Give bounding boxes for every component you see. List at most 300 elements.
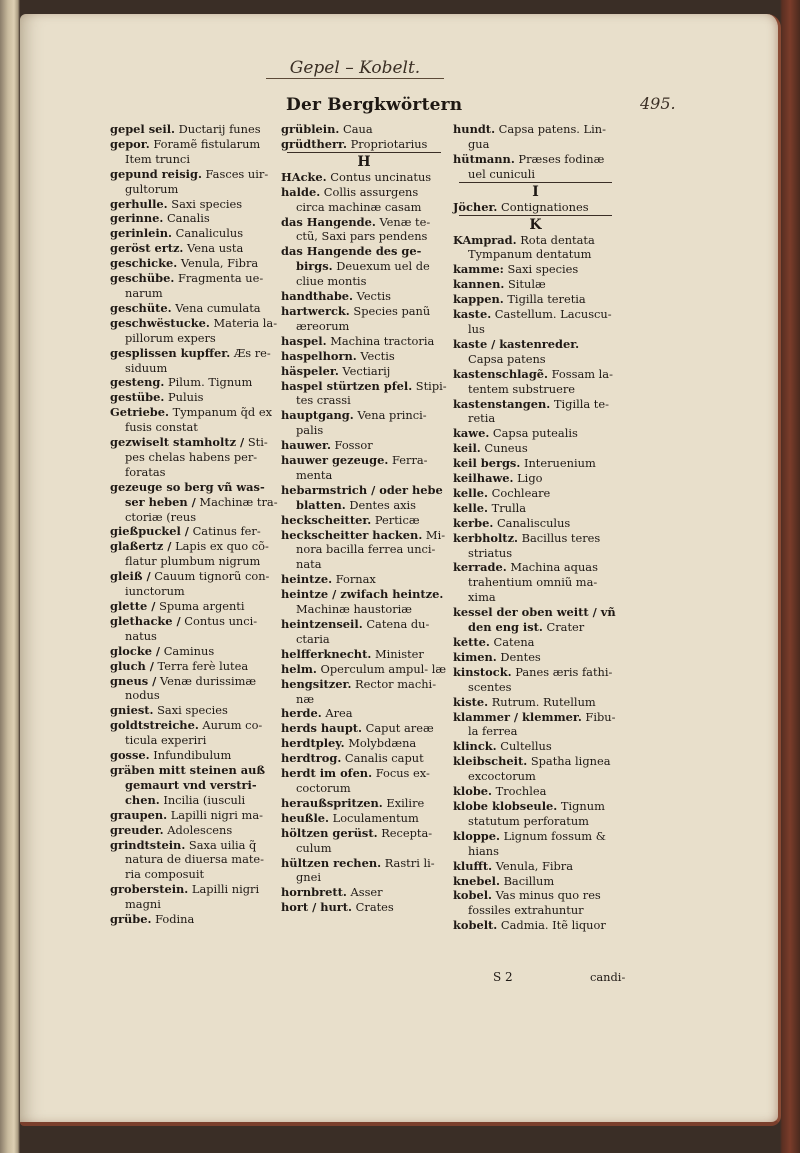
entry-term: kerrade. <box>453 560 507 575</box>
entry-definition: Crater <box>546 620 585 635</box>
glossary-entry <box>110 882 278 912</box>
glossary-entry <box>453 635 618 650</box>
entry-definition: Focus ex- coctorum <box>296 766 430 795</box>
entry-term: gepund reisig. <box>110 166 202 181</box>
entry-term: hauptgang. <box>281 408 354 423</box>
entry-term: kobelt. <box>453 918 498 933</box>
glossary-entry <box>110 659 278 674</box>
glossary-entry <box>281 170 447 185</box>
entry-term: kamme: <box>453 262 504 277</box>
glossary-entry <box>453 367 618 397</box>
entry-term: hauwer. <box>281 438 331 453</box>
catchword: candi- <box>590 970 626 984</box>
glossary-entry <box>281 900 447 915</box>
entry-definition: Canaliculus <box>175 226 244 241</box>
entry-term: hundt. <box>453 122 496 136</box>
entry-definition: Cauum tignorũ con- iunctorum <box>125 569 270 599</box>
entry-term: klammer / klemmer. <box>453 709 582 724</box>
glossary-entry <box>281 185 447 215</box>
section-letter: K <box>529 216 542 233</box>
entry-term: heckscheitter hacken. <box>281 527 423 542</box>
entry-definition: Vena usta <box>187 241 244 256</box>
glossary-entry <box>281 122 447 137</box>
entry-term: klinck. <box>453 739 497 754</box>
entry-definition: Terra ferè lutea <box>157 658 249 673</box>
entry-definition: Bacillus teres striatus <box>468 530 601 560</box>
entry-term: knebel. <box>453 873 500 888</box>
glossary-entry <box>453 874 618 889</box>
entry-definition: Collis assurgens circa machinæ casam <box>296 184 422 214</box>
glossary-entry <box>110 748 278 763</box>
entry-definition: Canalis <box>166 211 210 226</box>
glossary-entry <box>110 808 278 823</box>
signature-mark: S 2 <box>493 970 513 984</box>
glossary-entry <box>110 390 278 405</box>
glossary-entry <box>281 706 447 721</box>
entry-term: herde. <box>281 706 322 721</box>
entry-term: gluch / <box>110 658 154 673</box>
glossary-entry <box>453 665 618 695</box>
entry-term: kappen. <box>453 292 504 307</box>
column-1 <box>110 122 278 927</box>
glossary-entry <box>110 137 278 167</box>
entry-term: geschwëstucke. <box>110 315 210 330</box>
entry-definition: Contus uncinatus <box>330 169 432 184</box>
entry-term: gerinne. <box>110 211 164 226</box>
entry-definition: Trochlea <box>495 784 547 799</box>
entry-term: kloppe. <box>453 828 500 843</box>
entry-term: grindtstein. <box>110 837 186 852</box>
section-letter: H <box>357 153 371 170</box>
entry-definition: Ligo <box>517 471 543 486</box>
glossary-entry <box>281 647 447 662</box>
entry-term: herdtpley. <box>281 736 345 751</box>
glossary-entry <box>110 674 278 704</box>
entry-definition: Molybdæna <box>348 736 417 751</box>
glossary-entry <box>110 435 278 480</box>
glossary-entry <box>281 811 447 826</box>
glossary-entry <box>453 456 618 471</box>
glossary-entry <box>110 271 278 301</box>
glossary-entry <box>453 292 618 307</box>
entry-definition: Infundibulum <box>153 748 232 763</box>
entry-definition: Vectis <box>360 348 395 363</box>
entry-term: hütmann. <box>453 151 515 166</box>
entry-definition: Præses fodinæ uel cuniculi <box>468 151 605 181</box>
glossary-entry <box>453 200 618 215</box>
entry-term: heußle. <box>281 810 330 825</box>
entry-term: kimen. <box>453 649 497 664</box>
section-letter: I <box>532 183 539 200</box>
glossary-entry <box>110 838 278 883</box>
section-rule <box>459 182 612 183</box>
glossary-entry <box>281 289 447 304</box>
glossary-entry <box>281 736 447 751</box>
glossary-entry <box>453 799 618 829</box>
entry-definition: Catena <box>493 635 535 649</box>
entry-definition: Machinæ tra- ctoriæ (reus <box>125 494 278 524</box>
entry-term: kastenstangen. <box>453 396 551 411</box>
glossary-entry <box>281 408 447 438</box>
entry-term: gerinlein. <box>110 226 172 241</box>
entry-term: glette / <box>110 599 156 613</box>
entry-definition: Cultellus <box>500 739 552 754</box>
glossary-entry <box>453 441 618 456</box>
glossary-entry <box>110 405 278 435</box>
entry-definition: Operculum ampul- læ <box>320 661 447 676</box>
glossary-entry <box>110 524 278 539</box>
entry-definition: Vena princi- palis <box>296 408 427 438</box>
glossary-entry <box>281 796 447 811</box>
entry-term: kastenschlagẽ. <box>453 366 548 381</box>
entry-definition: Saxi species <box>171 196 243 211</box>
glossary-entry <box>453 531 618 561</box>
entry-term: häspeler. <box>281 363 339 378</box>
entry-definition: Æs re- siduum <box>125 345 271 375</box>
entry-definition: Dentes <box>500 649 541 664</box>
entry-term: klufft. <box>453 858 493 873</box>
entry-term: geschübe. <box>110 271 175 286</box>
entry-definition: Catena du- ctaria <box>296 617 430 646</box>
entry-term: gezeuge so berg vñ was- ser heben / <box>110 479 265 509</box>
entry-term: graupen. <box>110 807 168 822</box>
entry-definition: Machina aquas trahentium omniũ ma- xima <box>468 560 598 605</box>
glossary-entry <box>281 513 447 528</box>
entry-definition: Lignum fossum & hians <box>468 828 606 858</box>
heading-text: Gepel – Kobelt. <box>289 58 421 78</box>
glossary-entry <box>281 751 447 766</box>
entry-term: helm. <box>281 661 317 676</box>
entry-term: heintze / zwifach heintze. <box>281 587 444 602</box>
column-3 <box>453 122 618 933</box>
glossary-entry <box>281 349 447 364</box>
glossary-entry <box>110 569 278 599</box>
entry-definition: Capsa patens. Lin- gua <box>468 122 606 151</box>
entry-term: kawe. <box>453 426 490 441</box>
handwritten-heading <box>270 58 440 80</box>
entry-definition: Situlæ <box>507 277 546 292</box>
entry-term: grüdtherr. <box>281 136 347 151</box>
entry-term: kaste / kastenreder. <box>453 336 580 351</box>
entry-term: gepor. <box>110 136 150 151</box>
glossary-entry <box>453 233 618 263</box>
entry-term: gestübe. <box>110 390 165 405</box>
glossary-entry <box>453 650 618 665</box>
glossary-entry <box>453 307 618 337</box>
entry-definition: Recepta- culum <box>296 825 433 855</box>
entry-definition: Rastri li- gnei <box>296 855 435 885</box>
glossary-entry <box>110 167 278 197</box>
glossary-entry <box>110 346 278 376</box>
glossary-entry <box>281 617 447 647</box>
glossary-entry <box>453 918 618 933</box>
glossary-entry <box>453 560 618 605</box>
entry-term: gneus / <box>110 673 157 688</box>
glossary-entry <box>110 197 278 212</box>
column-2 <box>281 122 447 915</box>
entry-definition: Lapis ex quo cõ- flatur plumbum nigrum <box>125 539 269 569</box>
glossary-entry <box>453 486 618 501</box>
entry-definition: Canalisculus <box>496 515 571 530</box>
glossary-entry <box>281 721 447 736</box>
glossary-entry <box>110 539 278 569</box>
entry-definition: Caminus <box>163 643 215 658</box>
entry-definition: Incilia (iusculi <box>163 792 246 807</box>
glossary-entry <box>453 829 618 859</box>
entry-term: kaste. <box>453 307 492 322</box>
glossary-entry <box>453 337 618 367</box>
glossary-entry <box>110 316 278 346</box>
entry-definition: Asser <box>350 885 383 900</box>
entry-term: glaßertz / <box>110 539 172 554</box>
entry-term: gesteng. <box>110 375 165 390</box>
entry-definition: Machinæ haustoriæ <box>296 602 413 617</box>
entry-term: hartwerck. <box>281 303 350 318</box>
entry-definition: Capsa putealis <box>492 426 578 441</box>
entry-term: kannen. <box>453 277 505 292</box>
entry-term: hebarmstrich / oder hebe blatten. <box>281 482 443 512</box>
entry-definition: Rutrum. Rutellum <box>491 694 596 709</box>
entry-term: hauwer gezeuge. <box>281 453 389 468</box>
entry-term: KAmprad. <box>453 232 517 247</box>
entry-definition: Contignationes <box>501 199 589 214</box>
entry-definition: Pilum. Tignum <box>167 375 253 390</box>
entry-term: gniest. <box>110 703 154 718</box>
glossary-entry <box>453 152 618 182</box>
entry-definition: Venæ te- ctũ, Saxi pars pendens <box>296 214 431 244</box>
section-rule <box>459 215 612 216</box>
entry-term: gießpuckel / <box>110 524 189 539</box>
entry-term: gräben mitt steinen auß gemaurt vnd verstri- chen. <box>110 762 266 807</box>
entry-term: hengsitzer. <box>281 676 352 691</box>
entry-definition: Deuexum uel de cliue montis <box>296 259 430 289</box>
glossary-entry <box>281 528 447 573</box>
glossary-entry <box>453 710 618 740</box>
entry-term: HAcke. <box>281 169 327 184</box>
glossary-entry <box>453 501 618 516</box>
glossary-entry <box>453 695 618 710</box>
glossary-entry <box>453 471 618 486</box>
entry-term: helfferknecht. <box>281 646 372 661</box>
entry-definition: Saxi species <box>157 703 228 718</box>
entry-term: kessel der oben weitt / vñ den eng ist. <box>453 605 616 635</box>
entry-term: keil bergs. <box>453 456 521 471</box>
entry-term: keilhawe. <box>453 471 514 486</box>
entry-term: goldtstreiche. <box>110 718 199 733</box>
glossary-entry <box>281 364 447 379</box>
entry-term: höltzen gerüst. <box>281 825 378 840</box>
entry-term: herdt im ofen. <box>281 766 373 781</box>
entry-definition: Loculamentum <box>332 810 419 825</box>
glossary-entry <box>453 605 618 635</box>
page-number: 495. <box>640 94 676 113</box>
entry-definition: Interuenium <box>523 456 596 471</box>
glossary-entry <box>281 244 447 289</box>
entry-term: gezwiselt stamholtz / <box>110 435 245 450</box>
entry-definition: Area <box>325 706 353 721</box>
page-title: Der Bergkwörtern <box>286 95 463 115</box>
glossary-entry <box>453 122 618 152</box>
glossary-entry <box>453 277 618 292</box>
entry-term: kinstock. <box>453 664 512 679</box>
entry-definition: Tigilla teretia <box>507 292 586 307</box>
glossary-entry <box>453 754 618 784</box>
entry-definition: Capsa patens <box>468 351 546 366</box>
entry-term: hort / hurt. <box>281 900 353 915</box>
entry-definition: Minister <box>374 646 424 661</box>
entry-definition: Contus unci- natus <box>125 613 258 643</box>
entry-term: das Hangende des ge- birgs. <box>281 244 422 274</box>
entry-term: gosse. <box>110 748 150 763</box>
entry-term: das Hangende. <box>281 214 376 229</box>
entry-term: haspelhorn. <box>281 348 357 363</box>
glossary-entry <box>281 334 447 349</box>
entry-definition: Adolescens <box>167 822 233 837</box>
entry-term: glocke / <box>110 643 161 658</box>
glossary-entry <box>281 379 447 409</box>
entry-term: kleibscheit. <box>453 754 528 769</box>
entry-term: kobel. <box>453 888 492 903</box>
glossary-entry <box>110 301 278 316</box>
glossary-entry <box>453 426 618 441</box>
entry-definition: Aurum co- ticula experiri <box>125 718 263 748</box>
entry-term: klobe. <box>453 784 492 799</box>
section-rule <box>287 152 441 153</box>
entry-definition: Fragmenta ue- narum <box>125 271 264 300</box>
entry-definition: Cochleare <box>491 485 551 500</box>
entry-definition: Materia la- pillorum expers <box>125 315 278 345</box>
entry-definition: Vena cumulata <box>175 300 261 315</box>
entry-term: heckscheitter. <box>281 512 372 527</box>
entry-term: gleiß / <box>110 569 151 584</box>
entry-definition: Ductarij funes <box>178 122 261 136</box>
entry-definition: Rota dentata Tympanum dentatum <box>468 232 595 262</box>
entry-term: heraußspritzen. <box>281 795 383 810</box>
entry-definition: Rector machi- næ <box>296 676 437 706</box>
glossary-entry <box>281 826 447 856</box>
entry-definition: Vectiarij <box>342 363 391 378</box>
entry-definition: Machina tractoria <box>330 333 435 348</box>
entry-term: Getriebe. <box>110 405 169 420</box>
entry-term: kiste. <box>453 694 489 709</box>
entry-term: geschüte. <box>110 300 172 315</box>
entry-definition: Sti- pes chelas habens per- foratas <box>125 435 268 479</box>
entry-definition: Fodina <box>155 912 195 927</box>
glossary-entry <box>281 662 447 677</box>
glossary-entry <box>110 122 278 137</box>
entry-term: Jöcher. <box>453 199 498 214</box>
entry-definition: Venæ durissimæ nodus <box>125 673 257 703</box>
entry-term: heintze. <box>281 572 333 587</box>
entry-term: geröst ertz. <box>110 241 184 256</box>
glossary-entry <box>110 912 278 927</box>
entry-definition: Saxa uilia q̃ natura de diuersa mate- ria composuit <box>125 837 265 882</box>
entry-term: gerhulle. <box>110 196 168 211</box>
glossary-entry <box>281 766 447 796</box>
glossary-entry <box>110 226 278 241</box>
entry-term: heintzenseil. <box>281 617 363 631</box>
entry-term: kerbholtz. <box>453 530 519 545</box>
entry-term: grüblein. <box>281 122 340 136</box>
entry-definition: Lapilli nigri magni <box>125 882 260 912</box>
entry-definition: Propriotarius <box>350 136 428 151</box>
entry-definition: Fornax <box>335 572 376 587</box>
entry-definition: Canalis caput <box>344 751 424 766</box>
entry-term: haspel stürtzen pfel. <box>281 378 413 393</box>
entry-definition: Stipi- tes crassi <box>296 378 447 408</box>
entry-definition: Puluis <box>167 390 204 405</box>
entry-term: haspel. <box>281 333 327 348</box>
glossary-entry <box>281 677 447 707</box>
entry-definition: Foramẽ fistularum Item trunci <box>125 136 261 166</box>
entry-definition: Tympanum q̃d ex fusis constat <box>125 405 273 435</box>
entry-definition: Castellum. Lacuscu- lus <box>468 307 612 336</box>
entry-term: kelle. <box>453 485 489 500</box>
glossary-entry <box>281 856 447 886</box>
entry-definition: Caua <box>343 122 373 136</box>
glossary-entry <box>110 480 278 525</box>
glossary-entry <box>110 256 278 271</box>
glossary-entry <box>110 718 278 748</box>
entry-definition: Venula, Fibra <box>180 256 259 271</box>
glossary-entry <box>453 397 618 427</box>
entry-definition: Mi- nora bacilla ferrea unci- nata <box>296 527 446 572</box>
entry-term: gepel seil. <box>110 122 175 136</box>
entry-term: handthabe. <box>281 289 354 304</box>
glossary-entry <box>281 453 447 483</box>
glossary-entry <box>281 572 447 587</box>
entry-definition: Cuneus <box>484 441 528 456</box>
glossary-entry <box>110 375 278 390</box>
entry-definition: Species panũ æreorum <box>296 303 431 333</box>
glossary-entry <box>281 885 447 900</box>
entry-term: herds haupt. <box>281 721 363 736</box>
glossary-entry <box>110 211 278 226</box>
entry-term: greuder. <box>110 822 164 837</box>
glossary-entry <box>281 587 447 617</box>
entry-definition: Catinus fer- <box>192 524 261 539</box>
glossary-entry <box>110 241 278 256</box>
glossary-entry <box>453 859 618 874</box>
entry-term: keil. <box>453 441 481 456</box>
entry-definition: Ferra- menta <box>296 453 428 482</box>
glossary-entry <box>281 438 447 453</box>
entry-definition: Exilire <box>386 795 425 810</box>
entry-definition: Fasces uir- gultorum <box>125 166 269 196</box>
entry-definition: Spatha lignea excoctorum <box>468 754 611 784</box>
glossary-entry <box>281 483 447 513</box>
glossary-entry <box>453 516 618 531</box>
entry-definition: Caput areæ <box>365 721 434 736</box>
entry-definition: Tignum statutum perforatum <box>468 798 605 828</box>
entry-definition: Venula, Fibra <box>495 858 574 873</box>
glossary-entry <box>110 644 278 659</box>
entry-term: halde. <box>281 184 321 199</box>
glossary-entry <box>281 215 447 245</box>
entry-definition: Cadmia. Itẽ liquor <box>500 918 606 933</box>
entry-definition: Fossam la- tentem substruere <box>468 366 613 396</box>
entry-definition: Tigilla te- retia <box>468 396 609 426</box>
entry-term: kelle. <box>453 500 489 515</box>
glossary-entry <box>453 784 618 799</box>
entry-term: geschicke. <box>110 256 178 271</box>
glossary-entry <box>110 703 278 718</box>
entry-definition: Saxi species <box>507 262 579 277</box>
entry-term: kerbe. <box>453 515 494 530</box>
entry-term: grübe. <box>110 912 152 927</box>
entry-definition: Trulla <box>491 500 527 515</box>
entry-definition: Bacillum <box>503 873 555 888</box>
